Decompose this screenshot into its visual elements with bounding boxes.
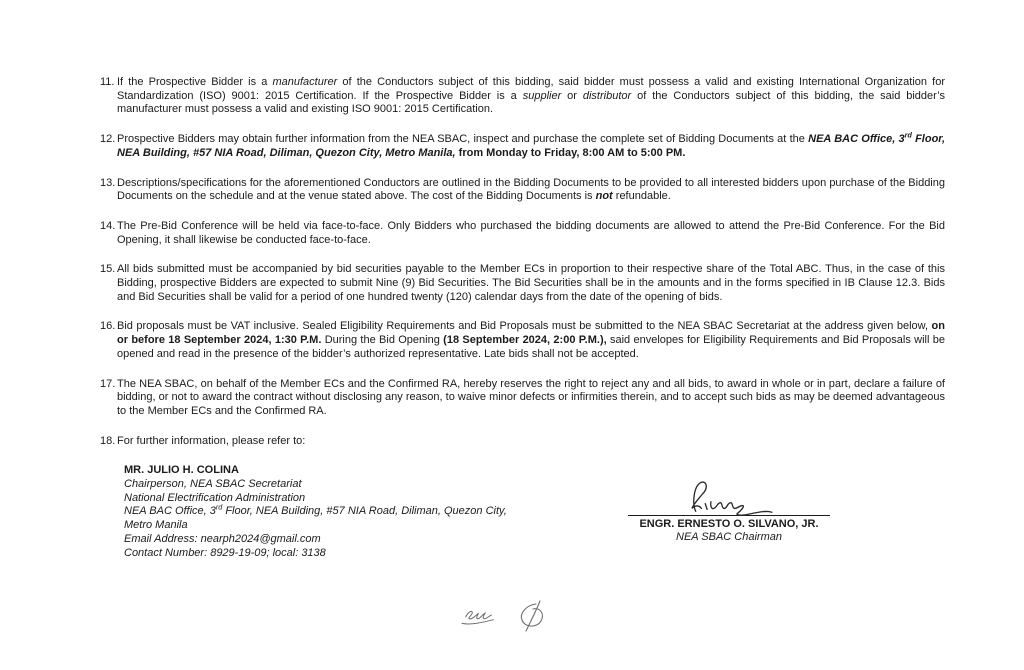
chairman-signature-icon bbox=[680, 477, 780, 517]
item-number: 18. bbox=[100, 434, 116, 447]
contact-phone: Contact Number: 8929-19-09; local: 3138 bbox=[124, 546, 326, 559]
contact-email: Email Address: nearph2024@gmail.com bbox=[124, 532, 321, 545]
contact-name: MR. JULIO H. COLINA bbox=[124, 464, 239, 477]
list-item-14 bbox=[100, 220, 945, 247]
list-item-17 bbox=[100, 378, 945, 419]
item-number: 15. bbox=[100, 263, 116, 276]
item-number: 12. bbox=[100, 133, 116, 146]
item-text: Prospective Bidders may obtain further information from the NEA SBAC, inspect and purchase the complete set of Bidding Documents at the NEA BAC Office, 3rd Floor, NEA Building, #57 NIA Road, Diliman, Quezon City, Metro Manila, from Monday to Friday, 8:00 AM to 5:00 PM. bbox=[117, 131, 946, 159]
item-text: Bid proposals must be VAT inclusive. Sealed Eligibility Requirements and Bid Proposals must be submitted to the NEA SBAC Secretariat at the address given below, on or before 18 September 2024, 1:30 P.M. During the Bid Opening (18 September 2024, 2:00 P.M.), said envelopes for Eligibility Requirements and Bid Proposals will be opened and read in the presence of the bidder’s authorized representative. Late bids shall not be accepted. bbox=[117, 320, 945, 360]
item-number: 14. bbox=[100, 219, 116, 232]
contact-address-line-2: Metro Manila bbox=[124, 519, 188, 532]
item-text: The NEA SBAC, on behalf of the Member ECs and the Confirmed RA, hereby reserves the right to reject any and all bids, to award in whole or in part, declare a failure of bidding, or not to award the contract without disclosing any reason, to waive minor defects or infirmities therein, and to accept such bids as may be deemed advantageous to the Member ECs and the Confirmed RA. bbox=[117, 377, 945, 417]
item-number: 16. bbox=[100, 320, 116, 333]
signature-block bbox=[628, 477, 830, 544]
item-text: Descriptions/specifications for the aforementioned Conductors are outlined in the Bidding Documents to be provided to all interested bidders upon purchase of the Bidding Documents on the schedule and at the venue stated above. The cost of the Bidding Documents is not refundable. bbox=[117, 176, 945, 203]
list-item-12 bbox=[100, 133, 945, 160]
list-item-16 bbox=[100, 320, 945, 361]
item-text: For further information, please refer to: bbox=[117, 434, 306, 447]
list-item-13 bbox=[100, 177, 945, 204]
initials-signature-right-icon bbox=[516, 599, 552, 633]
item-number: 11. bbox=[100, 76, 115, 88]
signature-line bbox=[628, 515, 830, 516]
item-text: If the Prospective Bidder is a manufacturer of the Conductors subject of this bidding, said bidder must possess a valid and existing International Organization for Standardization (ISO) 9001: 2015 Certification. If the Prospective Bidder is a supplier or distributor of the Conductors subject of this bidding, the said bidder’s manufacturer must possess a valid and existing ISO 9001: 2015 Certification. bbox=[117, 76, 945, 116]
contact-agency: National Electrification Administration bbox=[124, 491, 306, 504]
contact-address-line-1: NEA BAC Office, 3rd Floor, NEA Building, #57 NIA Road, Diliman, Quezon City, bbox=[124, 503, 507, 518]
item-number: 17. bbox=[100, 377, 116, 390]
initials-signature-left-icon bbox=[458, 604, 514, 628]
contact-position: Chairperson, NEA SBAC Secretariat bbox=[124, 478, 302, 491]
item-text: All bids submitted must be accompanied by bid securities payable to the Member ECs in proportion to their respective share of the Total ABC. Thus, in the case of this Bidding, prospective Bidders are expected to submit Nine (9) Bid Securities. The Bid Securities shall be in the amounts and in the forms specified in IB Clause 12.3. Bids and Bid Securities shall be valid for a period of one hundred twenty (120) calendar days from the date of the opening of bids. bbox=[117, 263, 945, 303]
list-item-11 bbox=[100, 76, 945, 117]
item-number: 13. bbox=[100, 176, 116, 189]
item-text: The Pre-Bid Conference will be held via face-to-face. Only Bidders who purchased the bidding documents are allowed to attend the Pre-Bid Conference. For the Bid Opening, it shall likewise be conducted face-to-face. bbox=[117, 219, 945, 246]
signatory-name: ENGR. ERNESTO O. SILVANO, JR. bbox=[639, 518, 819, 530]
list-item-15 bbox=[100, 263, 945, 304]
signatory-title: NEA SBAC Chairman bbox=[676, 531, 782, 543]
list-item-18 bbox=[100, 435, 945, 449]
